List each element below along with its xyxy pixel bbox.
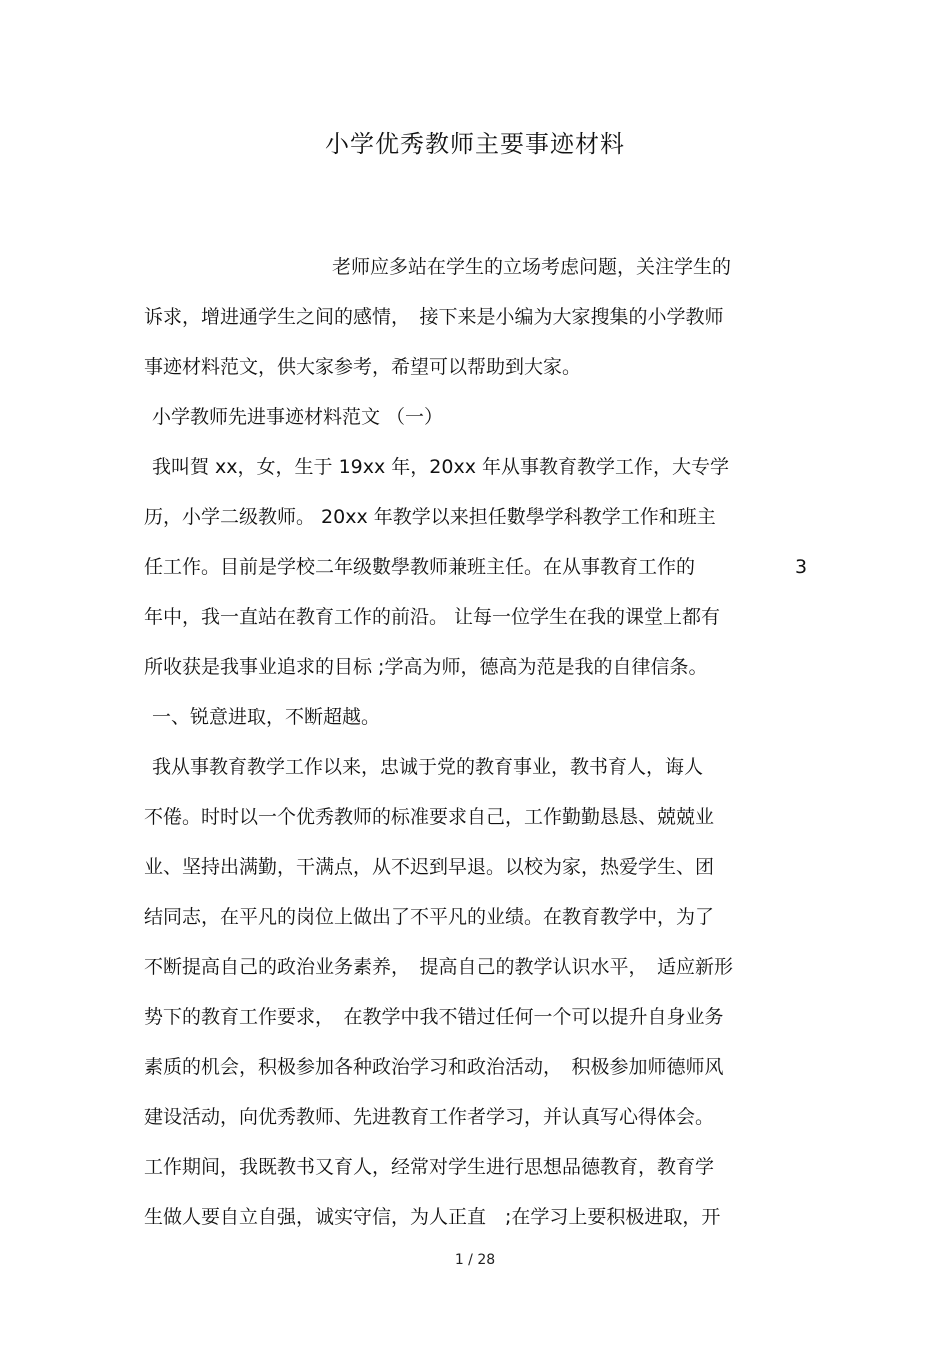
document-title: 小学优秀教师主要事迹材料: [325, 130, 625, 158]
body-line: 3: [795, 556, 808, 578]
body-line: 任工作。目前是学校二年级數學教师兼班主任。在从事教育工作的: [144, 556, 696, 578]
body-line: 我从事教育教学工作以来，忠诚于党的教育事业，教书育人，诲人: [152, 756, 704, 778]
body-line: 工作期间，我既教书又育人，经常对学生进行思想品德教育，教育学: [144, 1156, 715, 1178]
body-line: 诉求，增进通学生之间的感情， 接下来是小编为大家搜集的小学教师: [144, 306, 724, 328]
body-line: 势下的教育工作要求， 在教学中我不错过任何一个可以提升自身业务: [144, 1006, 724, 1028]
body-line: 结同志，在平凡的岗位上做出了不平凡的业绩。在教育教学中，为了: [144, 906, 715, 928]
body-line: 我叫賀 xx，女，生于 19xx 年，20xx 年从事教育教学工作，大专学: [152, 456, 729, 478]
body-line: 事迹材料范文，供大家参考，希望可以帮助到大家。: [144, 356, 582, 378]
body-line: 生做人要自立自强，诚实守信，为人正直 ;在学习上要积极进取，开: [144, 1206, 721, 1228]
body-line: 业、坚持出满勤，干满点，从不迟到早退。以校为家，热爱学生、团: [144, 856, 715, 878]
body-line: 不断提高自己的政治业务素养， 提高自己的教学认识水平， 适应新形: [144, 956, 734, 978]
body-line: 不倦。时时以一个优秀教师的标准要求自己，工作勤勤恳恳、兢兢业: [144, 806, 715, 828]
body-line: 年中，我一直站在教育工作的前沿。 让每一位学生在我的课堂上都有: [144, 606, 721, 628]
body-line: 素质的机会，积极参加各种政治学习和政治活动， 积极参加师德师风: [144, 1056, 724, 1078]
body-line: 所收获是我事业追求的目标 ;学高为师，德高为范是我的自律信条。: [144, 656, 708, 678]
body-line: 老师应多站在学生的立场考虑问题，关注学生的: [332, 256, 732, 278]
page-number: 1 / 28: [454, 1252, 496, 1268]
section-heading: 一、锐意进取，不断超越。: [152, 706, 381, 728]
body-line: 历，小学二级教师。 20xx 年教学以来担任數學学科教学工作和班主: [144, 506, 716, 528]
body-line: 建设活动，向优秀教师、先进教育工作者学习，并认真写心得体会。: [144, 1106, 715, 1128]
body-line: 小学教师先进事迹材料范文 （一）: [152, 406, 444, 428]
